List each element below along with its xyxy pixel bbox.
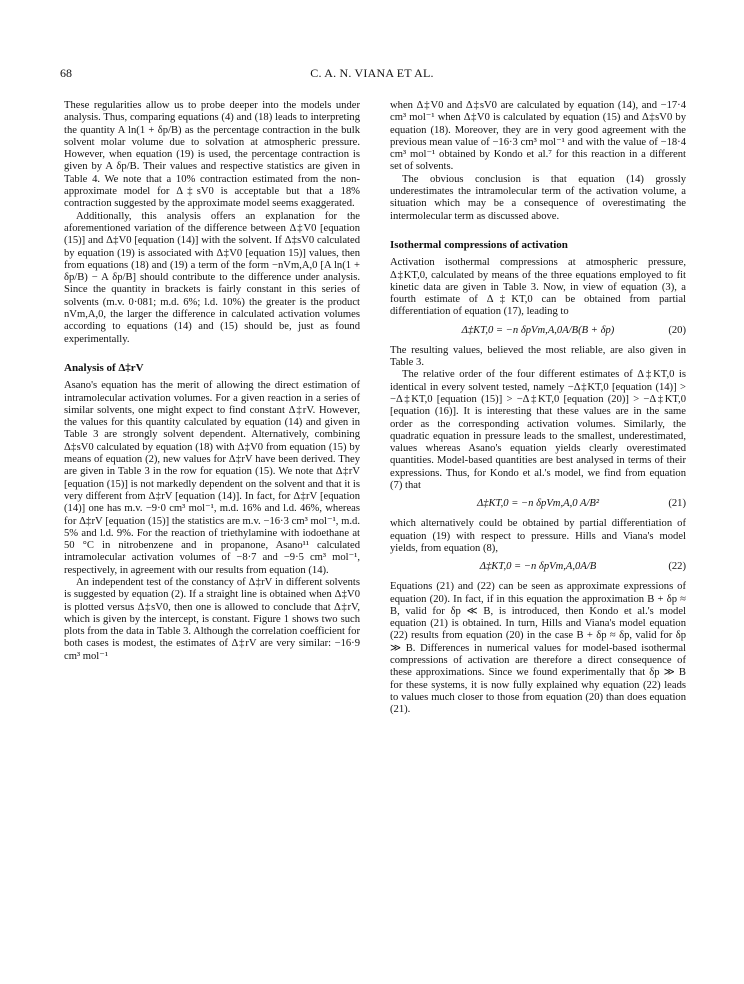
equation-text: Δ‡KT,0 = −n δpVm,A,0A/B(B + δp) <box>461 324 615 336</box>
equation-text: Δ‡KT,0 = −n δpVm,A,0A/B <box>479 561 597 573</box>
section-heading: Isothermal compressions of activation <box>390 238 568 251</box>
equation-22 <box>390 561 686 575</box>
paragraph: Additionally, this analysis offers an explanation for the aforementioned variation of the difference between Δ‡V0 [equation (15)] and Δ‡V0 [equation (14)] with the solvent. If Δ‡sV0 calculated by equation (19) is associated with Δ‡V0 [equation 15)] values, then from equations (18) and (19) a term of the form −nVm,A,0 [A ln(1 + δp/B) − A δp/B] should contribute to the difference under analysis. Since the quantity in brackets is fairly constant in this series of solvents (m.v. 0·081; m.d. 6%; l.d. 10%) the greater is the product nVm,A,0, the larger the difference in calculated activation volumes according to equations (14) and (15) should be, just as found experimentally. <box>64 210 360 345</box>
paragraph: Equations (21) and (22) can be seen as approximate expressions of equation (20). In fact, if in this equation the approximation B + δp ≈ B, valid for δp ≪ B, is introduced, then Kondo et al.'s model equation (21) is obtained. In turn, Hills and Viana's model equation (22) results from equation (20) in the case B + δp ≈ δp, valid for δp ≫ B. Differences in numerical values for model-based isothermal compressions of activation are therefore a direct consequence of these approximations. Since we found experimentally that δp ≫ B for these systems, it is now fully explained why equation (22) leads to values much closer to those from equation (20) than does equation (21). <box>390 581 686 716</box>
equation-number: (22) <box>668 561 686 573</box>
paragraph: The relative order of the four different estimates of Δ‡KT,0 is identical in every solvent tested, namely −Δ‡KT,0 [equation (14)] > −Δ‡KT,0 [equation (15)] > −Δ‡KT,0 [equation (20)] > −Δ‡KT,0 [equation (16)]. It is interesting that these values are in the same order as the corresponding activation volumes. Similarly, the quadratic equation in pressure leads to the smallest, underestimated, values whereas Asano's equation yields clearly overestimated quantities. Model-based quantities are best analysed in terms of their expressions. Thus, for Kondo et al.'s model, we find from equation (7) that <box>390 369 686 492</box>
page-number: 68 <box>60 66 72 80</box>
equation-number: (21) <box>668 498 686 510</box>
paragraph: when Δ‡V0 and Δ‡sV0 are calculated by equation (14), and −17·4 cm³ mol⁻¹ when Δ‡V0 is calculated by equation (15) and Δ‡sV0 by equation (18). Moreover, they are in very good agreement with the previous mean value of −16·3 cm³ mol⁻¹ and with the value of −18·4 cm³ mol⁻¹ obtained by Kondo et al.⁷ for this reaction in a different set of solvents. <box>390 100 686 173</box>
equation-20 <box>390 325 686 339</box>
paragraph: Asano's equation has the merit of allowing the direct estimation of intramolecular activation volumes. For a given reaction in a series of similar solvents, one might expect to find constant Δ‡rV. However, the values for this quantity calculated by equation (14) and given in Table 3 are strongly solvent dependent. Alternatively, combining Δ‡sV0 calculated by equation (18) with Δ‡V0 from equation (15) by means of equation (2), new values for Δ‡rV have been derived. They are given in Table 3 in the row for equation (15). We note that Δ‡rV [equation (15)] is not markedly dependent on the solvent and that it is very different from Δ‡rV [equation (14)]. In fact, for Δ‡rV [equation (14)] one has m.v. −9·0 cm³ mol⁻¹, m.d. 16% and l.d. 46%, whereas for Δ‡rV [equation (15)] the statistics are m.v. −16·3 cm³ mol⁻¹, m.d. 5% and l.d. 9%. For the reaction of triethylamine with iodoethane at 50 °C in nitrobenzene and in propanone, Asano¹¹ calculated intramolecular activation volumes of −8·7 and −9·5 cm³ mol⁻¹, respectively, in agreement with our results from equation (14). <box>64 380 360 576</box>
equation-number: (20) <box>668 324 686 336</box>
section-heading: Analysis of Δ‡rV <box>64 361 144 374</box>
running-head: C. A. N. VIANA ET AL. <box>310 66 434 80</box>
paragraph: which alternatively could be obtained by partial differentiation of equation (19) with respect to pressure. Hills and Viana's model yields, from equation (8), <box>390 518 686 554</box>
paragraph: These regularities allow us to probe deeper into the models under analysis. Thus, comparing equations (4) and (18) leads to interpreting the quantity A ln(1 + δp/B) as the percentage contraction in the bulk solvent molar volume due to solvation at atmospheric pressure. However, when equation (19) is used, the percentage contraction is given by A δp/B. Their values and respective statistics are given in Table 4. We note that a 10% contraction estimated from the non-approximate model for Δ‡sV0 is acceptable but that a 18% contraction suggested by the approximate model seems exaggerated. <box>64 100 360 210</box>
left-column <box>64 100 360 663</box>
right-column <box>390 100 686 716</box>
paragraph: Activation isothermal compressions at atmospheric pressure, Δ‡KT,0, calculated by means of the three equations employed to fit kinetic data are given in Table 3. Now, in view of equation (3), a fourth estimate of Δ‡KT,0 can be obtained from partial differentiation of equation (17), leading to <box>390 257 686 318</box>
paragraph: An independent test of the constancy of Δ‡rV in different solvents is suggested by equation (2). If a straight line is obtained when Δ‡V0 is plotted versus Δ‡sV0, then one is allowed to conclude that Δ‡rV, which is given by the intercept, is constant. Figure 1 shows two such plots from the data in Table 3. Although the correlation coefficient for both cases is modest, the estimates of Δ‡rV are very similar: −16·9 cm³ mol⁻¹ <box>64 576 360 662</box>
equation-21 <box>390 498 686 512</box>
page-header <box>60 66 684 84</box>
paragraph: The obvious conclusion is that equation (14) grossly underestimates the intramolecular term of the activation volume, a situation which may be a consequence of overestimating the intermolecular term as discussed above. <box>390 173 686 222</box>
paragraph: The resulting values, believed the most reliable, are also given in Table 3. <box>390 344 686 369</box>
equation-text: Δ‡KT,0 = −n δpVm,A,0 A/B² <box>476 498 600 510</box>
